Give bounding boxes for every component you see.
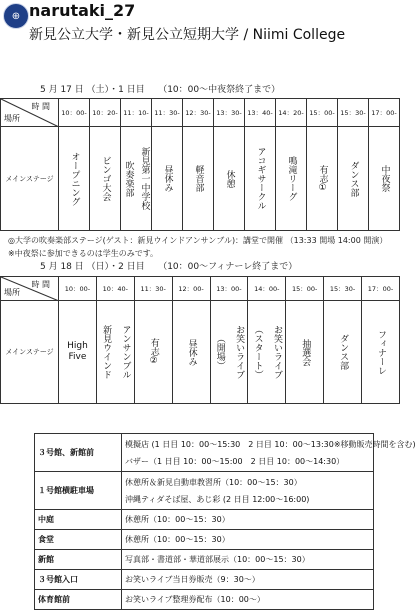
- program-label: 昼休み: [162, 165, 173, 192]
- time-slot: 17：00-: [362, 277, 400, 301]
- table-corner: [1, 277, 59, 301]
- time-slot: 13：40-: [245, 99, 276, 127]
- program-cell: [152, 127, 183, 231]
- venue-details: [122, 570, 374, 590]
- program-cell: [59, 301, 97, 404]
- program-label: （スタート）: [252, 325, 263, 379]
- program-label: お笑いライブ: [272, 325, 283, 379]
- venue-details: [122, 434, 416, 472]
- venue-name: 新館: [35, 550, 122, 570]
- venue-detail-line: お笑いライブ整理券配布（10：00～）: [125, 595, 265, 604]
- day1-schedule-table: [0, 98, 400, 231]
- time-slot: 11：30-: [134, 277, 172, 301]
- program-cell: [90, 127, 121, 231]
- venue-detail-line: お笑いライブ当日券販売（9：30～）: [125, 575, 260, 584]
- program-cell: [210, 301, 248, 404]
- venue-detail-line: 写真部・書道部・華道部展示（10：00～15：30）: [125, 555, 310, 564]
- program-label: 有志②: [148, 338, 159, 366]
- program-cell: [248, 301, 286, 404]
- program-label: アコギサークル: [255, 147, 266, 210]
- program-cell: [172, 301, 210, 404]
- venue-detail-line: 休憩所（10：00～15：30）: [125, 515, 230, 524]
- program-cell: [369, 127, 400, 231]
- time-slot: 15：00-: [307, 99, 338, 127]
- time-slot: 11：30-: [152, 99, 183, 127]
- venue-name: 食堂: [35, 530, 122, 550]
- program-cell: [338, 127, 369, 231]
- day1-date: 5 月 17 日 （土）・1 日目 （10：00～中夜祭終了まで）: [40, 85, 281, 95]
- time-slot: 15：30-: [338, 99, 369, 127]
- venue-detail-line: バザー（1 日目 10：00～15:00 2 日目 10：00～14:30）: [125, 456, 345, 466]
- program-label: 軽音部: [193, 165, 204, 192]
- program-cell: [214, 127, 245, 231]
- program-label: 有志①: [317, 164, 328, 193]
- venue-detail-line: 沖縄ティダそば屋、あじ彩 (2 日目 12:00～16:00): [125, 494, 310, 504]
- corner-time-label: 時 間: [31, 280, 50, 289]
- table-corner: [1, 99, 59, 127]
- row-label-main-stage: メインステージ: [1, 127, 59, 231]
- day2-date: 5 月 18 日 （日）・2 日目 （10：00～フィナーレ終了まで）: [40, 262, 298, 272]
- time-slot: 10：00-: [59, 277, 97, 301]
- time-slot: 13：00-: [210, 277, 248, 301]
- venue-name: 中庭: [35, 510, 122, 530]
- program-label: アンサンブル: [120, 325, 131, 379]
- venue-details: [122, 530, 374, 550]
- day2-schedule-table: [0, 276, 400, 404]
- program-label: オープニング: [69, 151, 80, 206]
- program-label: 中夜祭: [379, 165, 390, 192]
- program-label: 休憩: [224, 169, 235, 188]
- corner-place-label: 場所: [4, 288, 20, 297]
- venue-name: ３号館、新館前: [35, 434, 122, 472]
- venue-name: ３号館入口: [35, 570, 122, 590]
- note-students-only: ※中夜祭に参加できるのは学生のみです。: [8, 249, 159, 258]
- program-cell: [59, 127, 90, 231]
- corner-place-label: 場所: [4, 114, 20, 123]
- time-slot: 15：30-: [324, 277, 362, 301]
- note-brass-band: ◎大学の吹奏楽部ステージ(ゲスト：新見ウインドアンサンブル)：講堂で開催 （13:33 開場 14:00 開演）: [8, 236, 388, 245]
- program-label: 抽選会: [300, 338, 311, 366]
- program-cell: [324, 301, 362, 404]
- program-cell: [134, 301, 172, 404]
- venue-details: [122, 472, 374, 510]
- program-cell: [121, 127, 152, 231]
- program-cell: [245, 127, 276, 231]
- venue-name: １号館横駐車場: [35, 472, 122, 510]
- time-slot: 14：20-: [276, 99, 307, 127]
- program-label: （開場）: [214, 334, 225, 370]
- program-label: 新見ウインド: [101, 325, 112, 379]
- program-label: ビンゴ大会: [100, 156, 111, 201]
- venue-detail-line: 休憩所＆新見自動車教習所（10：00～15：30）: [125, 477, 302, 487]
- time-slot: 10：00-: [59, 99, 90, 127]
- time-slot: 12：30-: [183, 99, 214, 127]
- row-label-main-stage: メインステージ: [1, 301, 59, 404]
- venue-detail-line: 休憩所（10：00～15：30）: [125, 535, 230, 544]
- program-cell: [276, 127, 307, 231]
- program-label: ダンス部: [338, 334, 349, 370]
- time-slot: 14：00-: [248, 277, 286, 301]
- program-label: 吹奏楽部: [123, 160, 134, 197]
- program-label: 昼休み: [186, 338, 197, 366]
- venue-detail-line: 模擬店 (1 日目 10：00～15:30 2 日目 10：00～13:30※移動販売時間を含む): [125, 439, 416, 449]
- program-label: フィナーレ: [376, 329, 386, 375]
- program-label: 新見第一中学校: [139, 147, 150, 210]
- time-slot: 17：00-: [369, 99, 400, 127]
- time-slot: 15：00-: [286, 277, 324, 301]
- program-cell: [286, 301, 324, 404]
- time-slot: 11：10-: [121, 99, 152, 127]
- program-label: ダンス部: [348, 160, 359, 197]
- venue-details: [122, 590, 374, 610]
- time-slot: 10：20-: [90, 99, 121, 127]
- time-slot: 12：00-: [172, 277, 210, 301]
- corner-time-label: 時 間: [31, 102, 50, 111]
- program-cell: [307, 127, 338, 231]
- program-label: Five: [68, 352, 87, 362]
- avatar[interactable]: ⊕: [3, 3, 29, 29]
- program-cell: [362, 301, 400, 404]
- venue-details: [122, 550, 374, 570]
- venue-details: [122, 510, 374, 530]
- program-label: 鳴滝リーグ: [286, 156, 297, 201]
- time-slot: 13：30-: [214, 99, 245, 127]
- program-label: High: [67, 341, 88, 352]
- program-label: お笑いライブ: [234, 325, 245, 379]
- account-subtitle: 新見公立大学・新見公立短期大学 / Niimi College: [29, 27, 346, 43]
- venue-name: 体育館前: [35, 590, 122, 610]
- venue-info-table: [34, 433, 416, 610]
- account-name[interactable]: narutaki_27: [29, 1, 136, 20]
- time-slot: 10：40-: [96, 277, 134, 301]
- program-cell: [96, 301, 134, 404]
- program-cell: [183, 127, 214, 231]
